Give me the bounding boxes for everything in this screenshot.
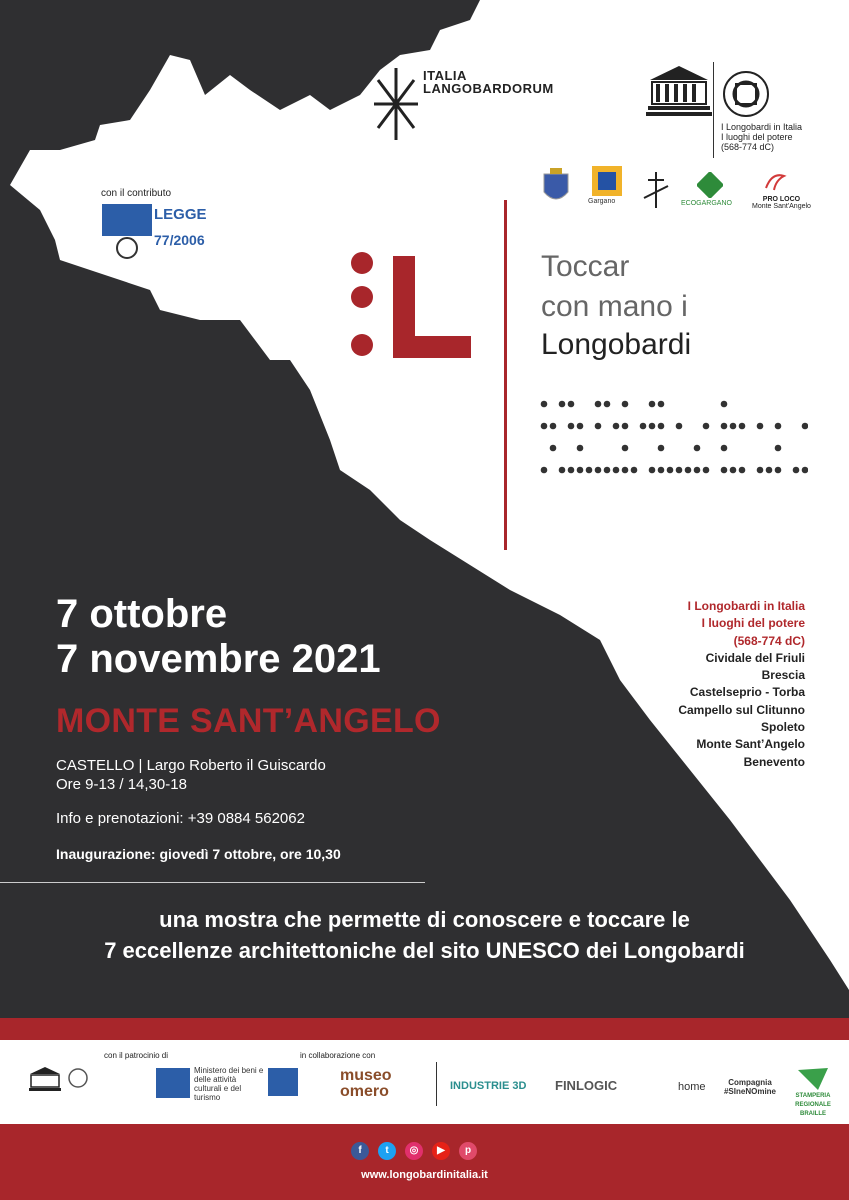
italia-logo-line1: ITALIA (423, 68, 467, 83)
tagline (0, 904, 849, 966)
unesco-temple-icon (646, 62, 712, 120)
pinterest-icon[interactable]: p (459, 1142, 477, 1160)
ministero-text: Ministero dei beni e delle attività culturali e del turismo (194, 1066, 264, 1102)
museo-omero-logo: museo omero (340, 1067, 392, 1100)
braille-dot (730, 467, 737, 474)
home-logo: home (678, 1081, 706, 1093)
pro-loco-icon (762, 170, 788, 194)
braille-dot (730, 423, 737, 430)
site-item: Campello sul Clitunno (678, 702, 805, 717)
braille-dot (604, 401, 611, 408)
braille-dot (694, 445, 701, 452)
braille-dot (622, 445, 629, 452)
date-end: 7 novembre 2021 (56, 637, 381, 681)
red-band-top (0, 1018, 849, 1040)
finlogic-logo: FINLOGIC (555, 1078, 618, 1093)
unesco-small-icon (28, 1066, 62, 1094)
separator-line (0, 882, 425, 883)
twitter-icon[interactable]: t (378, 1142, 396, 1160)
vertical-divider (504, 200, 507, 550)
municipal-crest-icon (538, 166, 574, 210)
braille-dot (802, 467, 808, 474)
legge-number: 77/2006 (154, 232, 205, 248)
inauguration-text: Inaugurazione: giovedì 7 ottobre, ore 10,30 (56, 846, 341, 862)
gargano-label: Gargano (588, 198, 616, 205)
colon-dot (351, 286, 373, 308)
langobard-star-icon (372, 66, 420, 142)
ecogargano-label: ECOGARGANO (681, 200, 732, 207)
site-item: Benevento (743, 754, 805, 769)
braille-dot (667, 467, 674, 474)
braille-dot (649, 401, 656, 408)
mibac-small-icon (156, 1068, 190, 1098)
big-l-mark (393, 256, 473, 358)
title-line-2: con mano i (541, 290, 688, 323)
mibac-small-icon-2 (268, 1068, 298, 1096)
sites-heading: I Longobardi in Italia (687, 599, 805, 613)
youtube-icon[interactable]: ▶ (432, 1142, 450, 1160)
braille-dot (757, 467, 764, 474)
braille-dot (649, 423, 656, 430)
braille-dot (586, 467, 593, 474)
braille-dot (649, 467, 656, 474)
braille-dot (658, 401, 665, 408)
pro-loco-line: PRO LOCO (762, 196, 801, 203)
instagram-icon[interactable]: ◎ (405, 1142, 423, 1160)
braille-dot (739, 467, 746, 474)
braille-dot (622, 401, 629, 408)
sites-heading: I luoghi del potere (701, 616, 805, 631)
sites-period: (568-774 dC) (733, 633, 805, 648)
sites-list (678, 598, 805, 771)
venue-text: CASTELLO | Largo Roberto il Guiscardo (56, 757, 326, 774)
site-item: Castelseprio - Torba (689, 685, 805, 700)
braille-dot (595, 467, 602, 474)
colon-dot (351, 252, 373, 274)
braille-dot (739, 423, 746, 430)
footer-divider (436, 1062, 437, 1106)
braille-dot (721, 445, 728, 452)
patronage-label: con il patrocinio di (104, 1051, 169, 1060)
braille-dot (703, 423, 710, 430)
braille-dot (622, 467, 629, 474)
legge-title: LEGGE (154, 206, 207, 223)
braille-dot (658, 445, 665, 452)
braille-dot (757, 423, 764, 430)
unesco-caption-line: I Longobardi in Italia (721, 122, 803, 132)
info-phone: Info e prenotazioni: +39 0884 562062 (56, 810, 305, 827)
braille-dot (676, 423, 683, 430)
red-band-bottom (0, 1124, 849, 1200)
city-title: MONTE SANT’ANGELO (56, 702, 441, 740)
braille-dot (541, 401, 548, 408)
braille-dot (721, 401, 728, 408)
site-item: Cividale del Friuli (705, 650, 805, 665)
braille-dot (802, 423, 808, 430)
braille-dot (577, 423, 584, 430)
braille-dot (775, 467, 782, 474)
braille-dot (568, 423, 575, 430)
braille-dot (595, 423, 602, 430)
braille-dot (577, 445, 584, 452)
site-item: Spoleto (761, 720, 805, 735)
braille-dot (559, 467, 566, 474)
title-line-1: Toccar (541, 250, 630, 283)
italian-emblem-icon (68, 1068, 88, 1088)
tagline-line-1: una mostra che permette di conoscere e toccare le (159, 907, 690, 932)
braille-dot (541, 467, 548, 474)
website-link[interactable]: www.longobardinitalia.it (361, 1169, 488, 1181)
collab-label: in collaborazione con (300, 1051, 376, 1060)
braille-dot (640, 423, 647, 430)
unesco-caption-line: I luoghi del potere (721, 132, 793, 142)
braille-dot (694, 467, 701, 474)
braille-dot (613, 467, 620, 474)
braille-dot (568, 401, 575, 408)
stamperia-label: STAMPERIA REGIONALE BRAILLE (795, 1093, 831, 1117)
braille-dot (550, 423, 557, 430)
colon-dot (351, 334, 373, 356)
braille-dot (793, 467, 800, 474)
date-start: 7 ottobre (56, 592, 228, 636)
braille-dot (721, 467, 728, 474)
braille-dot (613, 423, 620, 430)
braille-dot (658, 423, 665, 430)
braille-dot (631, 467, 638, 474)
facebook-icon[interactable]: f (351, 1142, 369, 1160)
contrib-label: con il contributo (101, 188, 172, 199)
braille-dot (604, 467, 611, 474)
tagline-line-2: 7 eccellenze architettoniche del sito UNESCO dei Longobardi (104, 938, 745, 963)
braille-dot (622, 423, 629, 430)
braille-dot (658, 467, 665, 474)
title-line-3: Longobardi (541, 328, 692, 361)
braille-dot (721, 423, 728, 430)
compagnia-logo: Compagnia #SIneNOmine (723, 1078, 776, 1096)
site-item: Brescia (761, 668, 805, 683)
braille-text (538, 398, 808, 502)
braille-dot (595, 401, 602, 408)
world-heritage-icon (722, 70, 770, 118)
industrie3d-logo: INDUSTRIE 3D (450, 1080, 527, 1092)
braille-dot (775, 423, 782, 430)
sicily-map-icon (796, 1066, 830, 1092)
archangel-icon (638, 168, 674, 212)
unesco-divider (713, 62, 714, 158)
unesco-caption (721, 122, 802, 152)
braille-dot (676, 467, 683, 474)
ecogargano-icon (697, 172, 723, 198)
braille-dot (550, 445, 557, 452)
pro-loco-label (752, 196, 811, 210)
braille-dot (775, 445, 782, 452)
braille-dot (685, 467, 692, 474)
braille-dot (766, 467, 773, 474)
italia-logo-line2: LANGOBARDORUM (423, 81, 554, 96)
mibac-logo-icon (102, 204, 152, 262)
braille-dot (577, 467, 584, 474)
braille-dot (559, 401, 566, 408)
italia-langobardorum-logo (423, 69, 554, 95)
braille-dot (541, 423, 548, 430)
pro-loco-city: Monte Sant'Angelo (752, 203, 811, 210)
braille-dot (703, 467, 710, 474)
unesco-caption-line: (568-774 dC) (721, 142, 775, 152)
braille-dot (568, 467, 575, 474)
gargano-logo-icon (592, 166, 622, 196)
site-item: Monte Sant’Angelo (696, 737, 805, 752)
hours-text: Ore 9-13 / 14,30-18 (56, 776, 187, 793)
